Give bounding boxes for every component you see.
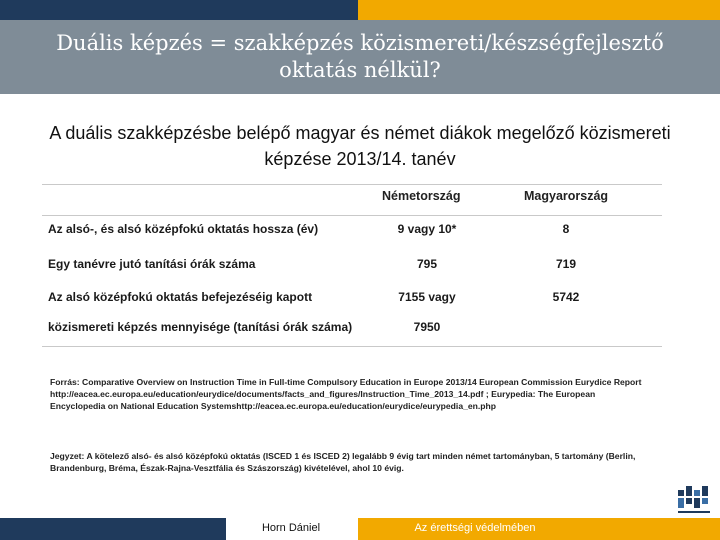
row-label: közismereti képzés mennyisége (tanítási órák száma): [48, 320, 353, 334]
table-bottom-rule: [42, 346, 662, 347]
header-germany: Németország: [382, 189, 461, 203]
footer-author: Horn Dániel: [261, 522, 321, 534]
row-label: Az alsó-, és alsó középfokú oktatás hossza (év): [48, 222, 319, 236]
top-bar-gold: [358, 0, 720, 20]
table-top-rule: [42, 184, 662, 185]
row-value-germany: 7950: [413, 320, 441, 334]
row-value-hungary: 5742: [552, 290, 580, 304]
row-value-germany: 7155 vagy: [398, 290, 456, 304]
top-bar-navy: [0, 0, 358, 20]
table-header-rule: [42, 215, 662, 216]
footnote: [50, 450, 650, 474]
row-value-germany: 9 vagy 10*: [397, 222, 457, 236]
header-hungary: Magyarország: [524, 189, 609, 203]
slide-title: Duális képzés = szakképzés közismereti/készségfejlesztő oktatás nélkül?: [56, 31, 664, 82]
row-label: Egy tanévre jutó tanítási órák száma: [48, 257, 256, 271]
footnote-text: A kötelező alsó- és alsó középfokú oktatás (ISCED 1 és ISCED 2) legalább 9 évig tart minden német tartományban, 5 tartomány (Berlin, Brandenburg, Bréma, Észak-Rajna-Vesztfália és Szászország) kivételével, ahol 10 évig.: [50, 451, 636, 473]
source-label: Forrás:: [50, 377, 80, 387]
institute-logo-icon: [676, 484, 716, 516]
row-value-hungary: 719: [555, 257, 577, 271]
footnote-label: Jegyzet:: [50, 451, 85, 461]
comparison-table: [42, 184, 662, 348]
row-value-germany: 795: [416, 257, 438, 271]
source-note: [50, 376, 650, 412]
footer-motto: Az érettségi védelmében: [414, 522, 536, 534]
source-text: Comparative Overview on Instruction Time in Full-time Compulsory Education in Europe 2013/14 European Commission Eurydice Report http://eacea.ec.europa.eu/education/eurydice/documents/facts_and_figures/Instruction_Time_2013_14.pdf ; Eurypedia: The European Encyclopedia on National Education Systemshttp://eacea.ec.europa.eu/education/eurydice/eurypedia_en.php: [50, 377, 642, 411]
row-label: Az alsó középfokú oktatás befejezéséig kapott: [48, 290, 313, 304]
slide-subtitle: A duális szakképzésbe belépő magyar és német diákok megelőző közismereti képzése 2013/14. tanév: [49, 123, 671, 169]
row-value-hungary: 8: [562, 222, 570, 236]
